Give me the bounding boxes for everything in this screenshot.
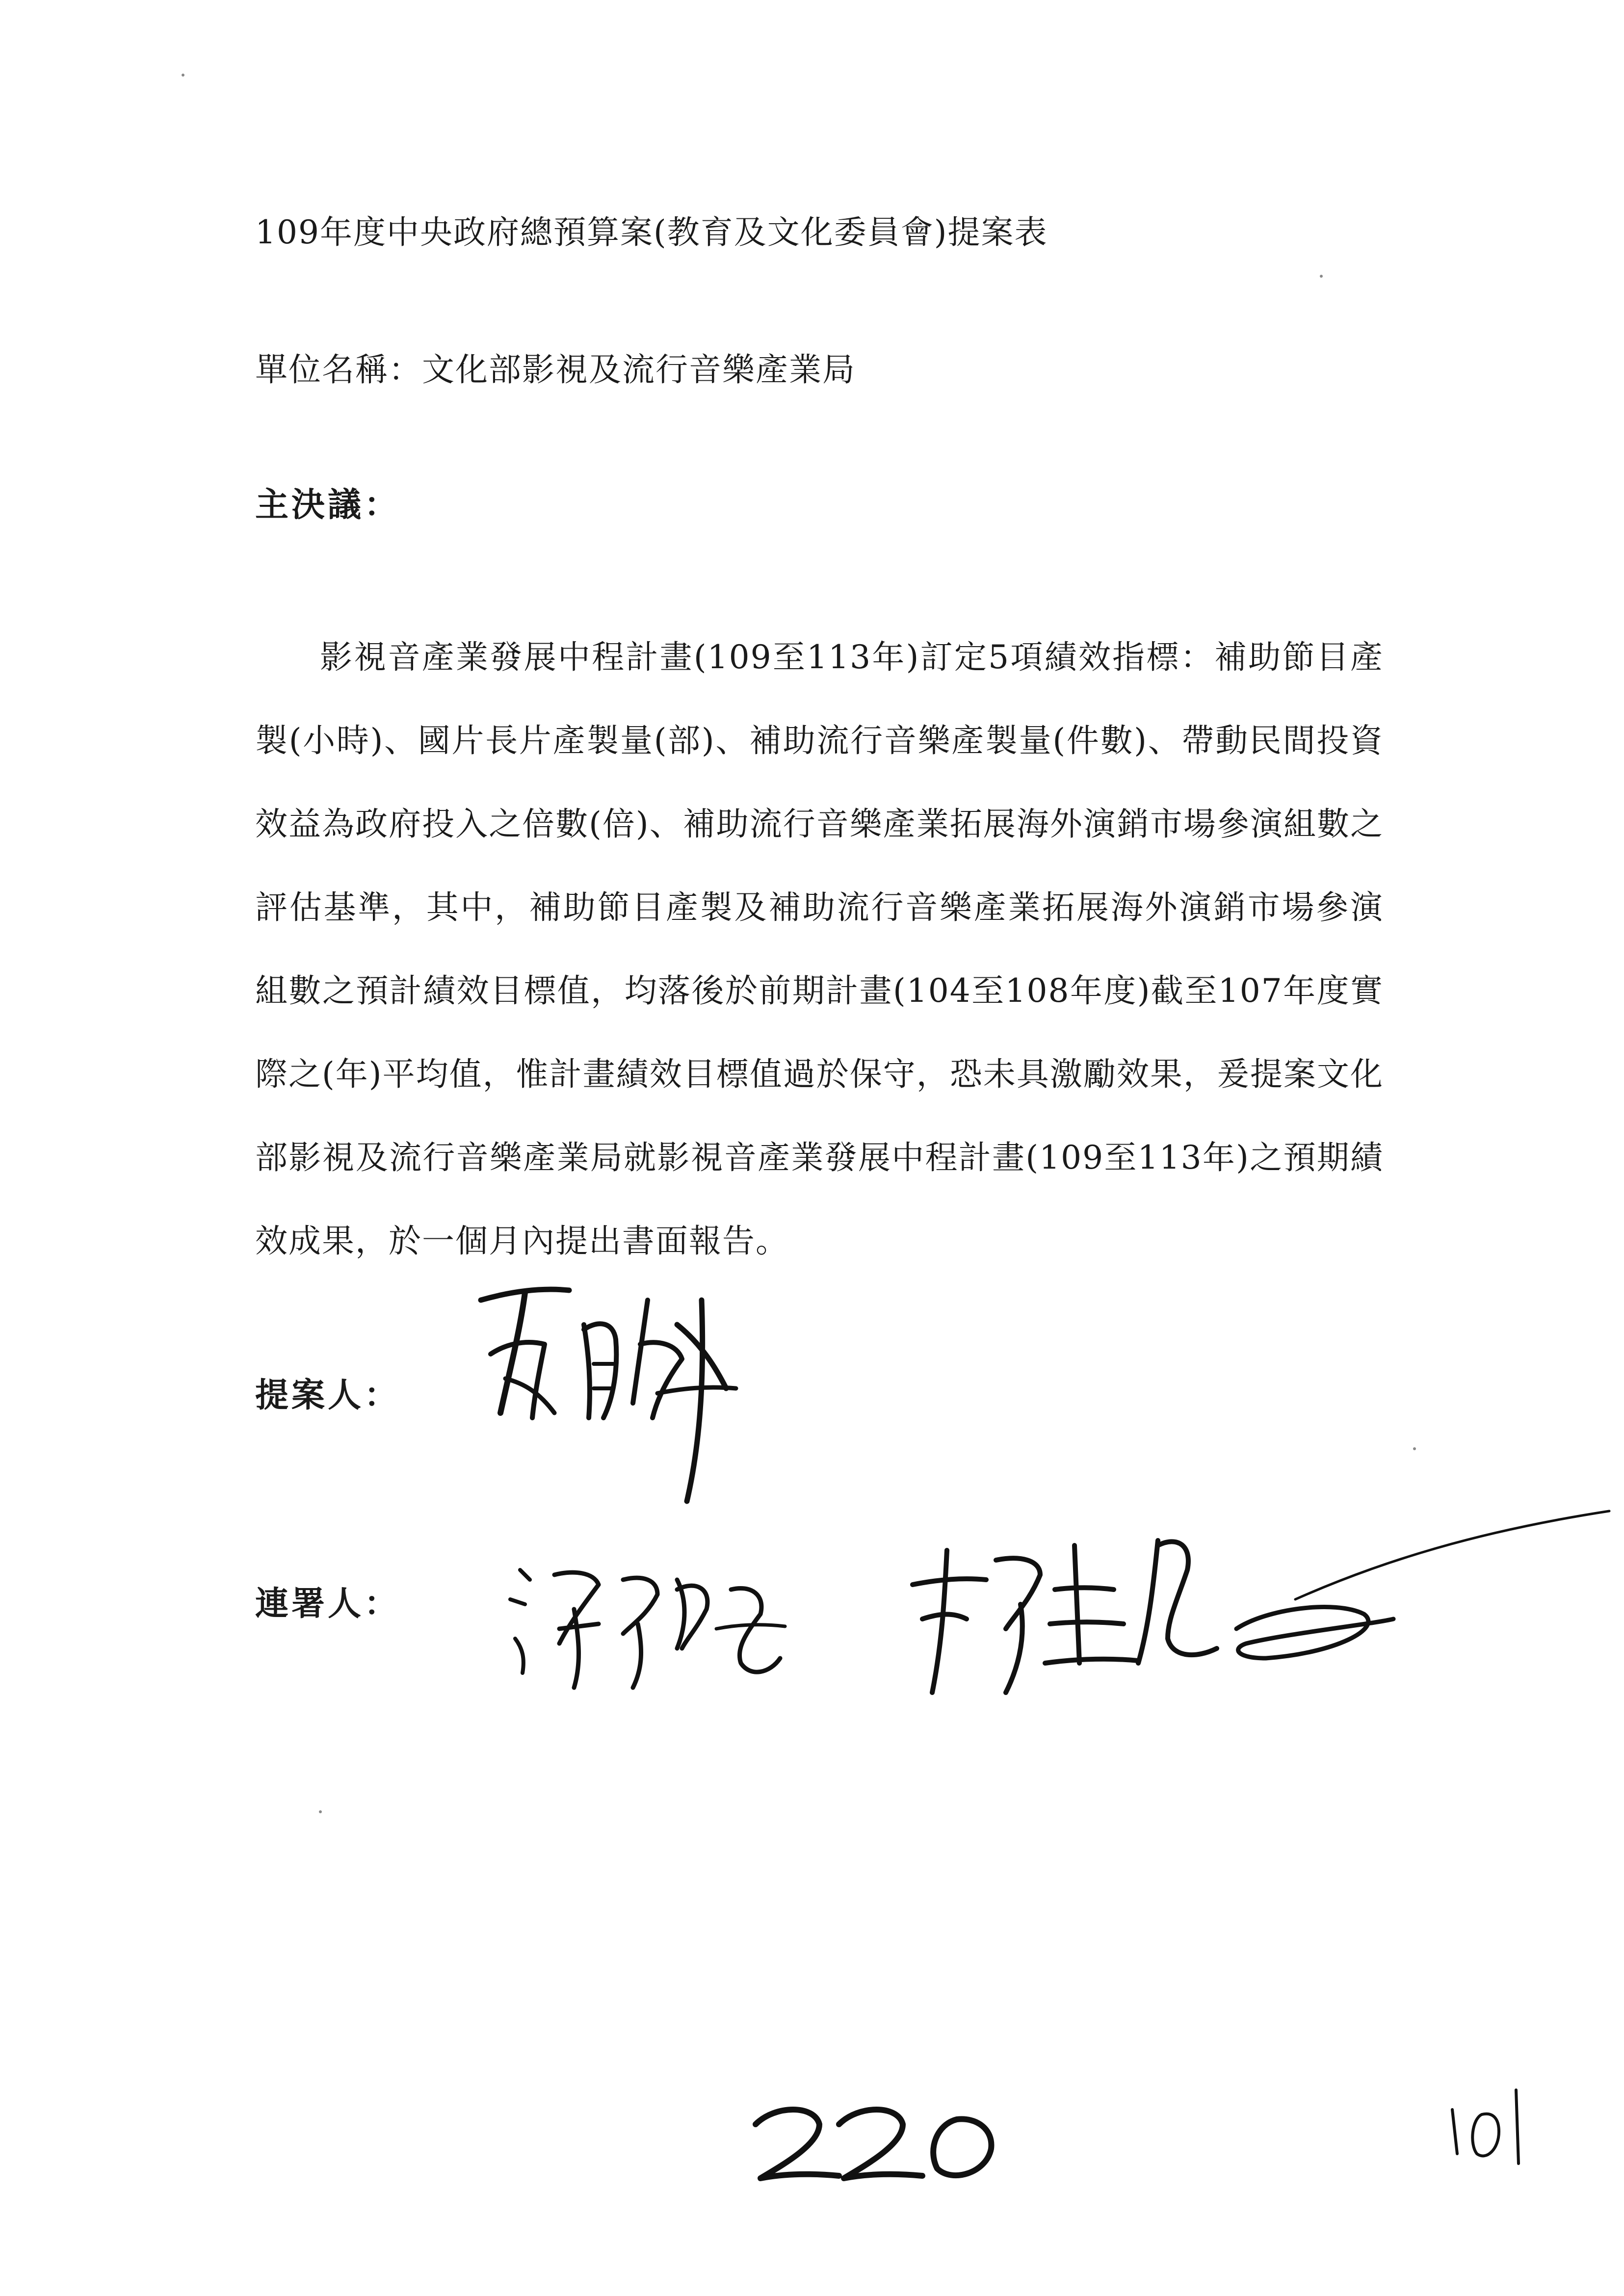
scan-speck <box>1413 1447 1416 1450</box>
scan-speck <box>1320 275 1323 278</box>
handwritten-corner-number <box>1442 2080 1531 2173</box>
proposer-signature <box>471 1271 775 1536</box>
document-title: 109年度中央政府總預算案(教育及文化委員會)提案表 <box>255 213 1048 251</box>
scan-speck <box>319 1810 322 1813</box>
unit-name-line: 單位名稱：文化部影視及流行音樂產業局 <box>255 351 856 389</box>
cosigner-signature-2 <box>893 1501 1624 1707</box>
scan-speck <box>182 74 184 77</box>
handwritten-page-number <box>746 2095 1001 2188</box>
cosigner-label: 連署人： <box>255 1585 401 1623</box>
proposer-label: 提案人： <box>255 1376 401 1415</box>
cosigner-signature-1 <box>500 1550 805 1697</box>
main-resolution-label: 主決議： <box>255 486 401 524</box>
main-resolution-text: 影視音產業發展中程計畫(109至113年)訂定5項績效指標：補助節目產製(小時)、國片長片產製量(部)、補助流行音樂產製量(件數)、帶動民間投資效益為政府投入之倍數(倍)、補助流行音樂產業拓展海外演銷市場參演組數之評估基準，其中，補助節目產製及補助流行音樂產業拓展海外演銷市場參演組數之預計績效目標值，均落後於前期計畫(104至108年度)截至107年度實際之(年)平均值，惟計畫績效目標值過於保守，恐未具激勵效果，爰提案文化部影視及流行音樂產業局就影視音產業發展中程計畫(109至113年)之預期績效成果，於一個月內提出書面報告。 <box>255 638 1384 1260</box>
